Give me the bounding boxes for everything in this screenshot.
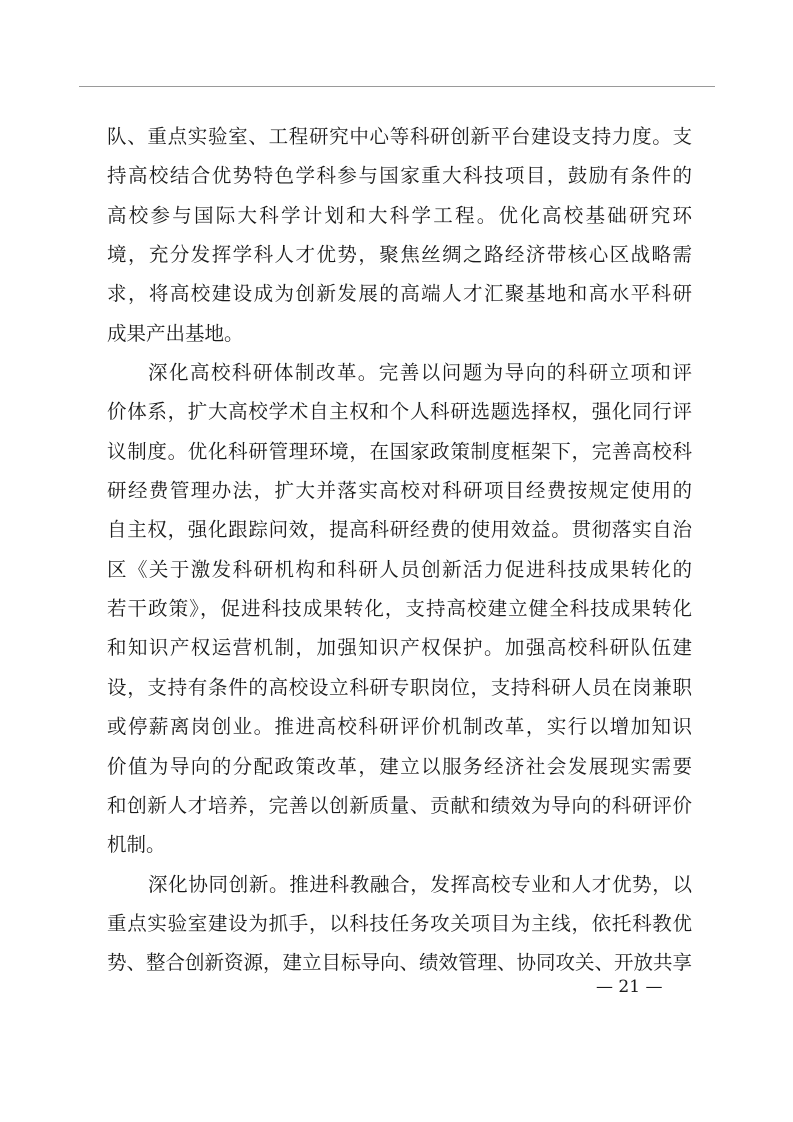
page-number: — 21 — [596,977,663,997]
body-line: 势、整合创新资源，建立目标导向、绩效管理、协同攻关、开放共享 [107,951,693,975]
body-line: 境，充分发挥学科人才优势，聚焦丝绸之路经济带核心区战略需 [107,243,692,267]
body-line: 区《关于激发科研机构和科研人员创新活力促进科技成果转化的 [107,557,692,581]
body-line: 价体系，扩大高校学术自主权和个人科研选题选择权，强化同行评 [107,400,692,424]
body-line: 研经费管理办法，扩大并落实高校对科研项目经费按规定使用的 [107,479,692,503]
body-line: 和知识产权运营机制，加强知识产权保护。加强高校科研队伍建 [107,636,692,660]
body-line: 自主权，强化跟踪问效，提高科研经费的使用效益。贯彻落实自治 [107,518,692,542]
paragraph-first-line: 深化协同创新。推进科教融合，发挥高校专业和人才优势，以 [148,872,692,896]
body-line: 队、重点实验室、工程研究中心等科研创新平台建设支持力度。支 [107,125,692,148]
body-line: 设，支持有条件的高校设立科研专职岗位，支持科研人员在岗兼职 [107,675,692,699]
body-line: 若干政策》，促进科技成果转化，支持高校建立健全科技成果转化 [107,597,692,621]
body-line: 议制度。优化科研管理环境，在国家政策制度框架下，完善高校科 [107,439,692,463]
body-line: 求，将高校建设成为创新发展的高端人才汇聚基地和高水平科研 [107,282,692,306]
body-line: 机制。 [107,833,166,857]
body-line: 重点实验室建设为抓手，以科技任务攻关项目为主线，依托科教优 [107,911,692,935]
body-line: 高校参与国际大科学计划和大科学工程。优化高校基础研究环 [107,203,692,227]
body-line: 和创新人才培养，完善以创新质量、贡献和绩效为导向的科研评价 [107,793,692,817]
body-line: 持高校结合优势特色学科参与国家重大科技项目，鼓励有条件的 [107,164,692,188]
body-line: 成果产出基地。 [107,321,244,345]
page-body [107,117,692,983]
paragraph-first-line: 深化高校科研体制改革。完善以问题为导向的科研立项和评 [148,361,692,385]
body-line: 或停薪离岗创业。推进高校科研评价机制改革，实行以增加知识 [107,715,692,739]
body-line: 价值为导向的分配政策改革，建立以服务经济社会发展现实需要 [107,754,692,778]
header-rule [79,86,715,87]
